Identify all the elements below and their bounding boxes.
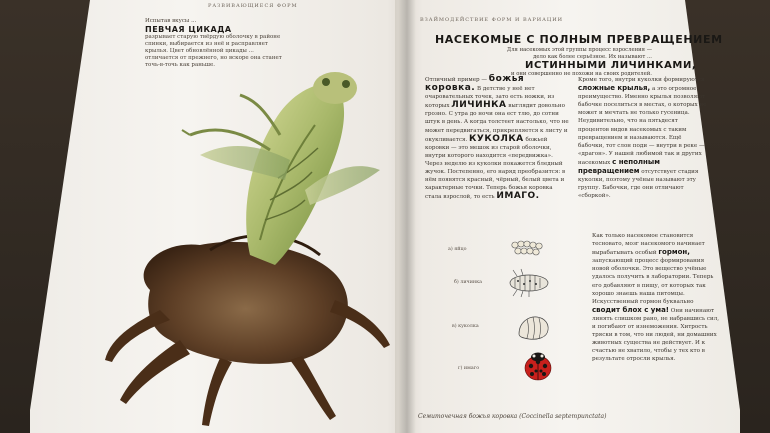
text-column-ladybug xyxy=(425,75,570,201)
term-ladybug: божья коровка. xyxy=(425,74,525,94)
term-pupa: КУКОЛКА xyxy=(469,133,524,144)
col2-text: отсутствует стадия куколки, поэтому учёные называют эту группу. Бабочки, где они отличают «сборкой». xyxy=(578,169,699,200)
right-running-head: ВЗАЙМОДЕЙСТВИЕ ФОРМ И ВАРИАЦИИ xyxy=(420,17,563,23)
section-title: НАСЕКОМЫЕ С ПОЛНЫМ ПРЕВРАЩЕНИЕМ xyxy=(435,33,723,46)
term-larva: ЛИЧИНКА xyxy=(451,100,507,111)
pupa-illustration xyxy=(515,312,551,342)
col1-text: В детстве у неё нет очаровательных точек, зато есть ножки, из которых xyxy=(425,86,555,110)
col2-text: Кроме того, внутри куколки формируются xyxy=(578,77,705,83)
caption-line: отличается от прежнего, но вскоре она станет xyxy=(145,55,282,61)
stage-label-imago: г) имаго xyxy=(458,366,480,371)
text-column-wings xyxy=(578,76,708,200)
lead-bold-term: ИСТИННЫМИ ЛИЧИНКАМИ, xyxy=(525,60,697,71)
col3-text: Они начинают линять слишком рано, не набравшись сил, и погибают от изнеможения. Хитрость тряски в том, что ни людей, ни домашних животных существа не действует. И к счастью не хватило, чтобы у тех кто в результате отросли крылья. xyxy=(592,307,720,363)
term-fleas-phrase: сводит блох с ума! xyxy=(592,305,670,314)
lead-line: Для насекомых этой группы процесс взросления — xyxy=(506,47,652,53)
cicada-molting-illustration xyxy=(90,40,410,430)
ladybug-caption: Семиточечная божья коровка (Coccinella septempunctata) xyxy=(418,413,607,420)
larva-illustration xyxy=(505,268,553,298)
lead-line: дело как более серьёзное. Их называют ... xyxy=(533,54,652,60)
egg-cluster-illustration xyxy=(510,238,544,258)
col2-text: а это огромное преимущество. Именно крылья позволяют бабочке поселиться в местах, о которых не может и мечтать не только гусеница. Неудивительно, что на пятьдесят процентов видов насекомых с таким превращением и называются. Ещё бабочки, тот слон поди — внутри в реке — «драгон». У нашей любимой так и других насекомых xyxy=(578,86,707,166)
col1-text: божьей коровки — это мешок из старой оболочки, внутри которого находится «передвижка». Через неделю из куколки покажется бледный жучок. Постепенно, его наряд преобразится: в нём появятся красный, чёрный, белый цвета и характерные точки. Теперь божья коровка стала взрослой, то есть xyxy=(425,136,566,201)
col3-text: запускающий процесс формирования новой оболочки. Это вещество учёные удалось получить в лаборатории. Теперь его добавляют в пищу, от которых так хорошо знаешь наша питомцы. Искусственный гормон буквально xyxy=(592,258,714,305)
term-hormone: гормон, xyxy=(658,248,690,257)
stage-label-larva: б) личинка xyxy=(454,280,482,285)
ladybug-illustration xyxy=(521,350,555,382)
term-imago: ИМАГО. xyxy=(496,191,540,202)
term-complex-wings: сложные крылья, xyxy=(578,84,651,93)
caption-intro: Испытав вкусы ... xyxy=(145,18,197,24)
caption-line: разрывает старую твёрдую оболочку в районе xyxy=(145,34,281,40)
text-column-hormone xyxy=(592,232,722,364)
col3-text: Как только насекомое становится тесновато, мозг насекомого начинает вырабатывать особый xyxy=(592,233,705,257)
term-incomplete-metamorphosis: с неполным превращением xyxy=(578,157,660,176)
caption-line: спинки, выбирается из неё и расправляет xyxy=(145,41,268,47)
stage-label-pupa: в) куколка xyxy=(452,324,479,329)
stage-label-egg: а) яйцо xyxy=(448,247,467,252)
left-running-head: РАЗВИВАЮЩИЕСЯ ФОРМ xyxy=(208,3,298,9)
col1-intro: Отличный пример — xyxy=(425,77,487,83)
caption-line: крылья. Цвет обновлённой цикады ... xyxy=(145,48,254,54)
lead-line: и они совершенно не похожи на своих родителей. xyxy=(511,71,652,77)
caption-line: точь-в-точь как раньше. xyxy=(145,62,216,68)
caption-title: ПЕВЧАЯ ЦИКАДА xyxy=(145,25,232,34)
col1-text: выглядит довольно грозно. С утра до ночи она ест тлю, до сотни штук в день. А когда толстеет настолько, что не может передвигаться, прикрепляется к листу и окукливается. xyxy=(425,103,569,143)
